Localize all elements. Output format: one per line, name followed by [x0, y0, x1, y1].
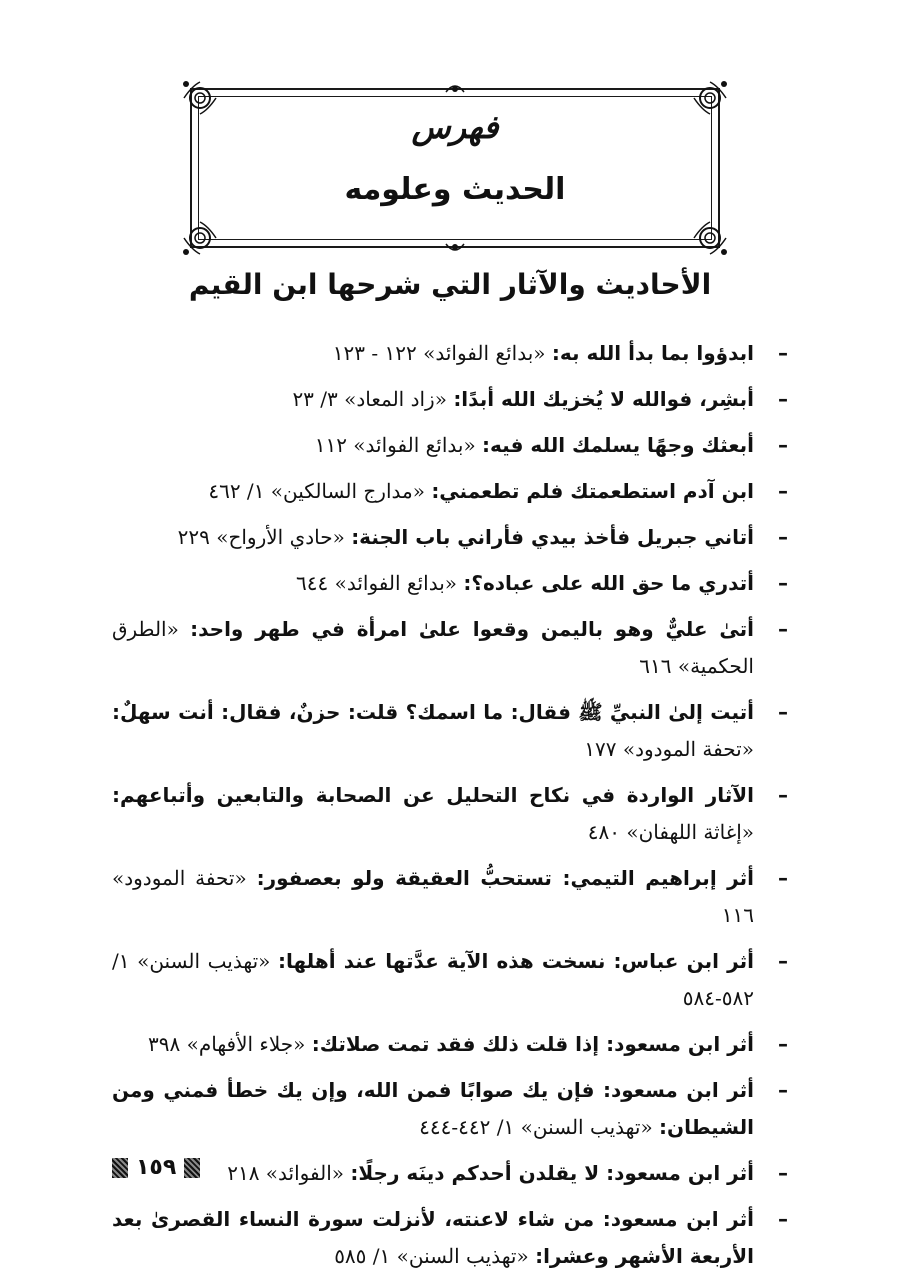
dash-bullet: – — [778, 949, 788, 973]
entry-text: أثر ابن عباس: نسخت هذه الآية عدَّتها عند أهلها: — [277, 949, 754, 973]
entry-text: ابدؤوا بما بدأ الله به: — [551, 341, 754, 365]
list-item — [112, 1201, 788, 1275]
list-item — [112, 1072, 788, 1146]
entry-source: «بدائع الفوائد» ١١٢ — [314, 433, 476, 457]
entry-text: أثر ابن مسعود: فإن يك صوابًا فمن الله، وإن يك خطأ فمني ومن الشيطان: — [112, 1078, 754, 1139]
dash-bullet: – — [778, 700, 788, 724]
entry-text: أتاني جبريل فأخذ بيدي فأراني باب الجنة: — [351, 525, 754, 549]
page-number-ornament-icon — [184, 1158, 200, 1178]
index-label: فهرس — [411, 108, 499, 146]
entry-source: «حادي الأرواح» ٢٢٩ — [177, 525, 345, 549]
dash-bullet: – — [778, 1078, 788, 1102]
list-item — [112, 519, 788, 556]
page-number-ornament-icon — [112, 1158, 128, 1178]
list-item — [112, 611, 788, 685]
list-item — [112, 1155, 788, 1192]
dash-bullet: – — [778, 1032, 788, 1056]
list-item — [112, 473, 788, 510]
entry-source: «الطرق الحكمية» ٦١٦ — [112, 617, 754, 678]
entry-source: «مدارج السالكين» ١/ ٤٦٢ — [208, 479, 425, 503]
entry-text: أبعثك وجهًا يسلمك الله فيه: — [482, 433, 754, 457]
entry-text: ابن آدم استطعمتك فلم تطعمني: — [431, 479, 754, 503]
dash-bullet: – — [778, 341, 788, 365]
entry-source: «زاد المعاد» ٣/ ٢٣ — [292, 387, 447, 411]
dash-bullet: – — [778, 387, 788, 411]
dash-bullet: – — [778, 1161, 788, 1185]
dash-bullet: – — [778, 433, 788, 457]
corner-ornament-icon — [688, 216, 732, 260]
entry-source: «الفوائد» ٢١٨ — [227, 1161, 344, 1185]
dash-bullet: – — [778, 1207, 788, 1231]
list-item — [112, 943, 788, 1017]
list-item — [112, 694, 788, 768]
list-item — [112, 1026, 788, 1063]
page-number-block — [112, 1155, 200, 1180]
list-item — [112, 427, 788, 464]
entry-text: أثر ابن مسعود: من شاء لاعنته، لأنزلت سورة النساء القصرىٰ بعد الأربعة الأشهر وعشرا: — [112, 1207, 754, 1268]
list-item — [112, 860, 788, 934]
entry-source: «تحفة المودود» ١١٦ — [112, 866, 754, 927]
page-title: الحديث وعلومه — [344, 172, 566, 207]
flourish-ornament-icon — [444, 80, 466, 96]
entry-text: أثر ابن مسعود: إذا قلت ذلك فقد تمت صلاتك: — [311, 1032, 754, 1056]
entry-text: أتدري ما حق الله على عباده؟: — [463, 571, 754, 595]
corner-ornament-icon — [178, 216, 222, 260]
title-frame — [190, 88, 720, 248]
list-item — [112, 565, 788, 602]
entry-text: الآثار الواردة في نكاح التحليل عن الصحابة والتابعين وأتباعهم: — [112, 783, 754, 807]
entry-source: «إغاثة اللهفان» ٤٨٠ — [587, 820, 754, 844]
entry-source: «تهذيب السنن» ١/ ٥٨٢-٥٨٤ — [112, 949, 754, 1010]
entry-text: أبشِر، فوالله لا يُخزيك الله أبدًا: — [453, 387, 754, 411]
entry-text: أثر ابن مسعود: لا يقلدن أحدكم دينَه رجلًا: — [350, 1161, 754, 1185]
section-title: الأحاديث والآثار التي شرحها ابن القيم — [188, 268, 712, 301]
entry-text: أثر إبراهيم التيمي: تستحبُّ العقيقة ولو بعصفور: — [256, 866, 754, 890]
entry-source: «تهذيب السنن» ١/ ٥٨٥ — [334, 1244, 529, 1268]
entry-source: «جلاء الأفهام» ٣٩٨ — [148, 1032, 306, 1056]
dash-bullet: – — [778, 571, 788, 595]
dash-bullet: – — [778, 525, 788, 549]
list-item — [112, 381, 788, 418]
dash-bullet: – — [778, 783, 788, 807]
flourish-ornament-icon — [444, 240, 466, 256]
dash-bullet: – — [778, 479, 788, 503]
entry-source: «تهذيب السنن» ١/ ٤٤٢-٤٤٤ — [419, 1115, 653, 1139]
list-item — [112, 777, 788, 851]
entry-text: أتىٰ عليٌّ وهو باليمن وقعوا علىٰ امرأة في طهر واحد: — [190, 617, 754, 641]
dash-bullet: – — [778, 866, 788, 890]
entry-source: «تحفة المودود» ١٧٧ — [584, 737, 754, 761]
entry-text: أتيت إلىٰ النبيِّ ﷺ فقال: ما اسمك؟ قلت: حزنٌ، فقال: أنت سهلٌ: — [112, 700, 754, 724]
entry-source: «بدائع الفوائد» ٦٤٤ — [296, 571, 457, 595]
page-number: ١٥٩ — [136, 1155, 177, 1180]
entry-source: «بدائع الفوائد» ١٢٢ - ١٢٣ — [332, 341, 546, 365]
list-item — [112, 335, 788, 372]
dash-bullet: – — [778, 617, 788, 641]
index-list — [112, 335, 788, 1284]
